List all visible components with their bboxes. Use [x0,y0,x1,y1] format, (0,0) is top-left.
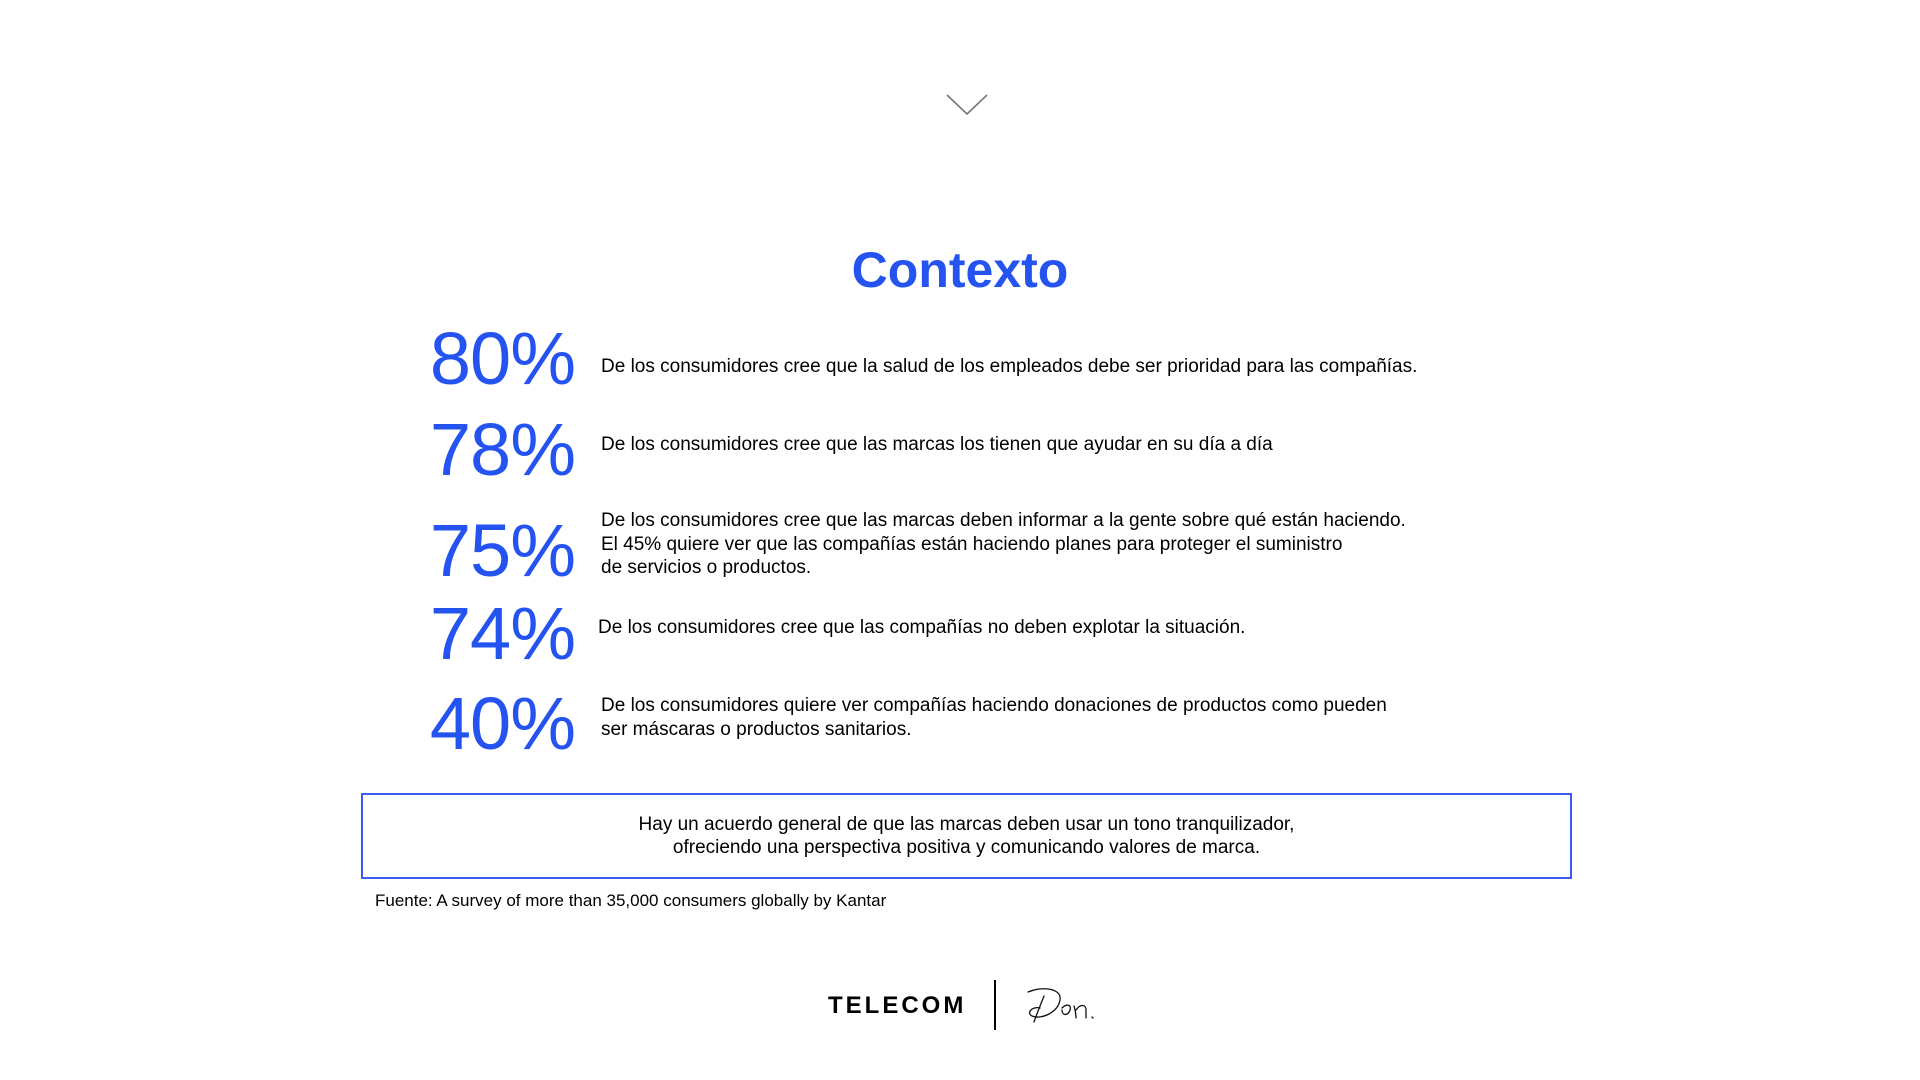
telecom-logo: TELECOM [828,992,967,1019]
stat-value: 40% [429,682,575,765]
stat-value: 78% [429,408,575,491]
stat-value: 80% [429,317,575,400]
page-title: Contexto [851,242,1069,298]
stat-description: De los consumidores cree que la salud de los empleados debe ser prioridad para las compañías. [601,356,1418,377]
summary-callout: Hay un acuerdo general de que las marcas deben usar un tono tranquilizador, ofreciendo una perspectiva positiva y comunicando valores de marca. [361,793,1572,879]
stat-description: De los consumidores cree que las marcas los tienen que ayudar en su día a día [601,434,1273,455]
stat-value: 74% [429,592,575,675]
stat-description: De los consumidores cree que las marcas deben informar a la gente sobre qué están haciendo. El 45% quiere ver que las compañías están haciendo planes para proteger el suministro de servicios o productos. [601,510,1406,578]
source-note: Fuente: A survey of more than 35,000 consumers globally by Kantar [375,891,887,910]
stat-description: De los consumidores cree que las compañías no deben explotar la situación. [598,617,1246,638]
footer-divider [994,980,996,1030]
don-signature-logo [1022,982,1102,1026]
stat-description: De los consumidores quiere ver compañías haciendo donaciones de productos como pueden ser máscaras o productos sanitarios. [601,695,1387,740]
chevron-down-icon[interactable] [945,92,989,118]
stat-value: 75% [429,509,575,592]
